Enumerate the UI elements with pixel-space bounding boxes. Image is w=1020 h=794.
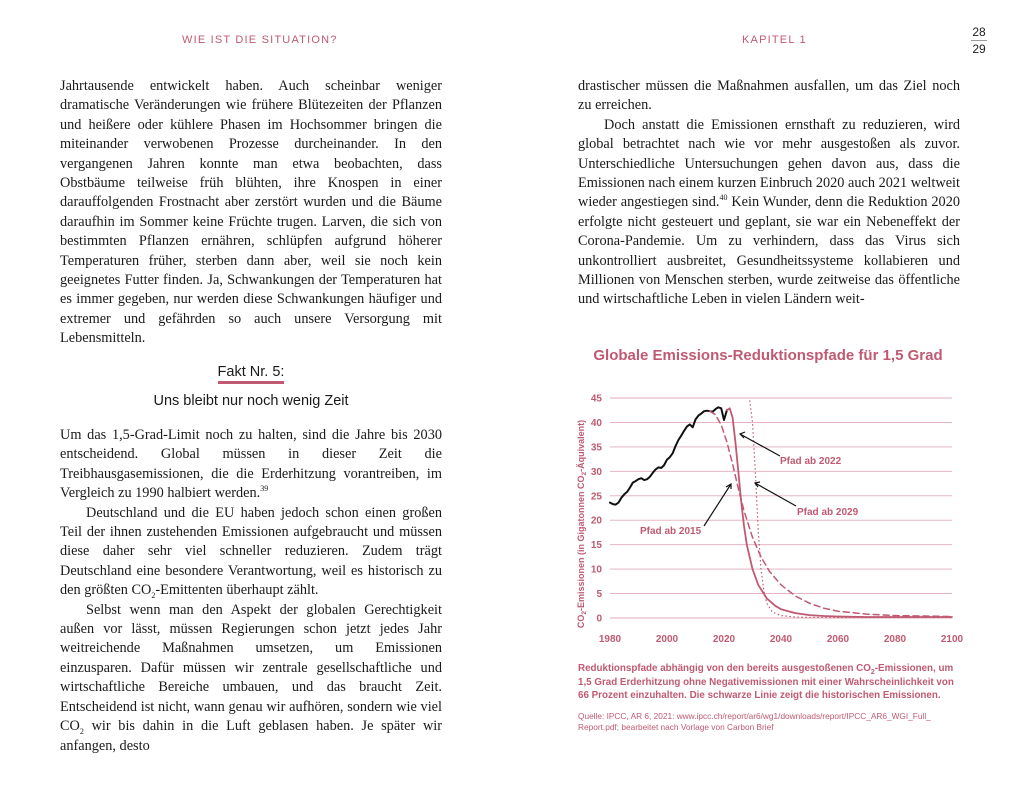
page-number-divider	[971, 40, 987, 41]
y-axis-label	[576, 420, 588, 628]
paragraph-text: Selbst wenn man den Aspekt der globalen Gerechtigkeit außen vor lässt, müssen Regierungen schon jetzt jedes Jahr weitreichende Maßnahmen umsetzen, um Emissionen einzusparen. Dafür müssen wir zentrale gesellschaftliche und wirtschaftliche Bereiche umbauen, und das braucht Zeit. Entscheidend ist nicht, wann genau wir aufhören, sondern wie viel CO	[60, 601, 442, 735]
right-column-text	[578, 77, 960, 310]
x-tick-labels	[599, 634, 964, 645]
annotation-arrow-2022	[740, 434, 780, 456]
y-tick-label: 5	[596, 589, 602, 601]
fact-number: Fakt Nr. 5:	[218, 363, 285, 384]
y-tick-label: 0	[596, 613, 602, 625]
x-tick-label: 1980	[598, 634, 622, 645]
y-tick-label: 10	[590, 564, 602, 576]
footnote-ref: 39	[260, 484, 269, 494]
page-number-bottom: 29	[972, 42, 986, 56]
y-label-part: -Äquivalent)	[576, 419, 586, 472]
annotation-arrow-2029	[755, 483, 796, 506]
chart-caption	[578, 662, 958, 703]
paragraph	[60, 601, 442, 756]
page-number-top: 28	[972, 25, 986, 39]
x-tick-label: 2100	[940, 634, 964, 645]
subscript: 2	[79, 726, 84, 736]
y-label-part: -Emissionen (in Gigatonnen CO	[576, 475, 586, 612]
series-line-history	[610, 407, 727, 504]
y-tick-label: 40	[590, 417, 602, 429]
paragraph-text: Um das 1,5-Grad-Limit noch zu halten, sind die Jahre bis 2030 entscheidend. Global müssen in dieser Zeit die Treibhausgasemissionen, die die Erderhitzung vorantreiben, im Vergleich zu 1990 halbiert werden.	[60, 427, 442, 502]
paragraph-text: Kein Wunder, denn die Reduktion 2020 erfolgte nicht gesteuert und geplant, sie war ein Nebeneffekt der Corona-Pandemie. Um zu verhindern, dass das Virus sich unkontrolliert ausbreitet, Gesundheitssysteme kollabieren und Millionen von Menschen sterben, wurde zeitweise das öffentliche und wirtschaftliche Leben in vielen Ländern weit-	[578, 194, 960, 308]
chart-source: Quelle: IPCC, AR 6, 2021: www.ipcc.ch/report/ar6/wg1/downloads/report/IPCC_AR6_WGI_Full_ Report.pdf; bearbeitet nach Vorlage von Carbon Brief	[578, 711, 931, 732]
emissions-chart	[574, 386, 964, 656]
paragraph-text: Deutschland und die EU haben jedoch schon einen großen Teil der ihnen zustehenden Emissionen aufgebraucht und müssen diese daher sehr viel schneller reduzieren. Zudem trägt Deutschland eine besondere Verantwortung, weil es historisch zu den größten CO	[60, 504, 442, 599]
left-column-top	[60, 77, 442, 349]
footnote-ref: 40	[719, 193, 728, 203]
x-tick-label: 2060	[826, 634, 850, 645]
left-column-bottom	[60, 426, 442, 756]
chart-series	[610, 400, 952, 617]
fact-heading	[60, 363, 442, 410]
annotation-label-2015: Pfad ab 2015	[640, 526, 702, 537]
y-tick-label: 15	[590, 540, 602, 552]
fact-title: Uns bleibt nur noch wenig Zeit	[153, 393, 349, 409]
y-tick-label: 25	[590, 491, 602, 503]
y-tick-label: 30	[590, 466, 602, 478]
paragraph-text: wir bis dahin in die Luft geblasen haben. Je später wir anfangen, desto	[60, 718, 442, 754]
x-tick-label: 2000	[655, 634, 679, 645]
paragraph	[578, 116, 960, 310]
paragraph: Jahrtausende entwickelt haben. Auch scheinbar weniger dramatische Veränderungen wie frühere Blütezeiten der Pflanzen und heißere oder kühlere Phasen im Hochsommer bringen die miteinander verwobenen Prozesse durcheinander. In den vergangenen Jahren konnte man etwa beobachten, dass Obstbäume teilweise früh blühten, ihre Knospen in einer darauffolgenden Frostnacht aber zerstört wurden und die Bäume daraufhin im Sommer keine Früchte trugen. Larven, die sich von bestimmten Pflanzen ernähren, schlüpfen aufgrund höherer Temperaturen früher, sterben dann aber, weil sie noch kein geeignetes Futter finden. Ja, Schwankungen der Temperaturen hat es immer gegeben, nur werden diese Schwankungen häufiger und extremer und gefährden so auch unsere Versorgung mit Lebensmitteln.	[60, 78, 442, 347]
y-label-sub: 2	[581, 611, 588, 615]
annotation-label-2022: Pfad ab 2022	[780, 456, 842, 467]
y-tick-label: 45	[590, 393, 602, 405]
annotation-label-2029: Pfad ab 2029	[797, 507, 859, 518]
caption-text: Reduktionspfade abhängig von den bereits ausgestoßenen CO	[578, 663, 871, 674]
caption-text: -Emissionen, um 1,5 Grad Erderhitzung ohne Negativemissionen mit einer Wahrscheinlichkeit von 66 Prozent einzuhalten. Die schwarze Linie zeigt die historischen Emissionen.	[578, 663, 954, 702]
paragraph	[60, 504, 442, 601]
x-tick-label: 2020	[712, 634, 736, 645]
caption-subscript: 2	[870, 668, 875, 676]
x-tick-label: 2040	[769, 634, 793, 645]
y-tick-labels	[591, 394, 603, 625]
x-tick-label: 2080	[883, 634, 907, 645]
subscript: 2	[151, 591, 156, 601]
y-tick-label: 35	[590, 442, 602, 454]
paragraph-text: Doch anstatt die Emissionen ernsthaft zu reduzieren, wird global betrachtet nach wie vor mehr ausgestoßen als zuvor. Unterschiedliche Untersuchungen gehen davon aus, dass die Emissionen nach einem kurzen Einbruch 2020 auch 2021 weltweit wieder angestiegen sind.	[578, 116, 960, 211]
y-label-sub: 2	[581, 471, 588, 476]
chart-annotations	[640, 432, 859, 537]
paragraph	[60, 426, 442, 504]
running-head-left: WIE IST DIE SITUATION?	[182, 34, 338, 46]
paragraph: drastischer müssen die Maßnahmen ausfallen, um das Ziel noch zu erreichen.	[578, 78, 960, 114]
running-head-right: KAPITEL 1	[742, 34, 807, 46]
page-numbers	[968, 24, 990, 57]
y-tick-label: 20	[590, 515, 602, 527]
paragraph-text: -Emittenten überhaupt zählt.	[155, 582, 319, 599]
annotation-arrow-2015	[704, 484, 731, 526]
chart-title: Globale Emissions-Reduktionspfade für 1,5 Grad	[593, 347, 943, 364]
y-label-part: CO	[576, 614, 586, 629]
